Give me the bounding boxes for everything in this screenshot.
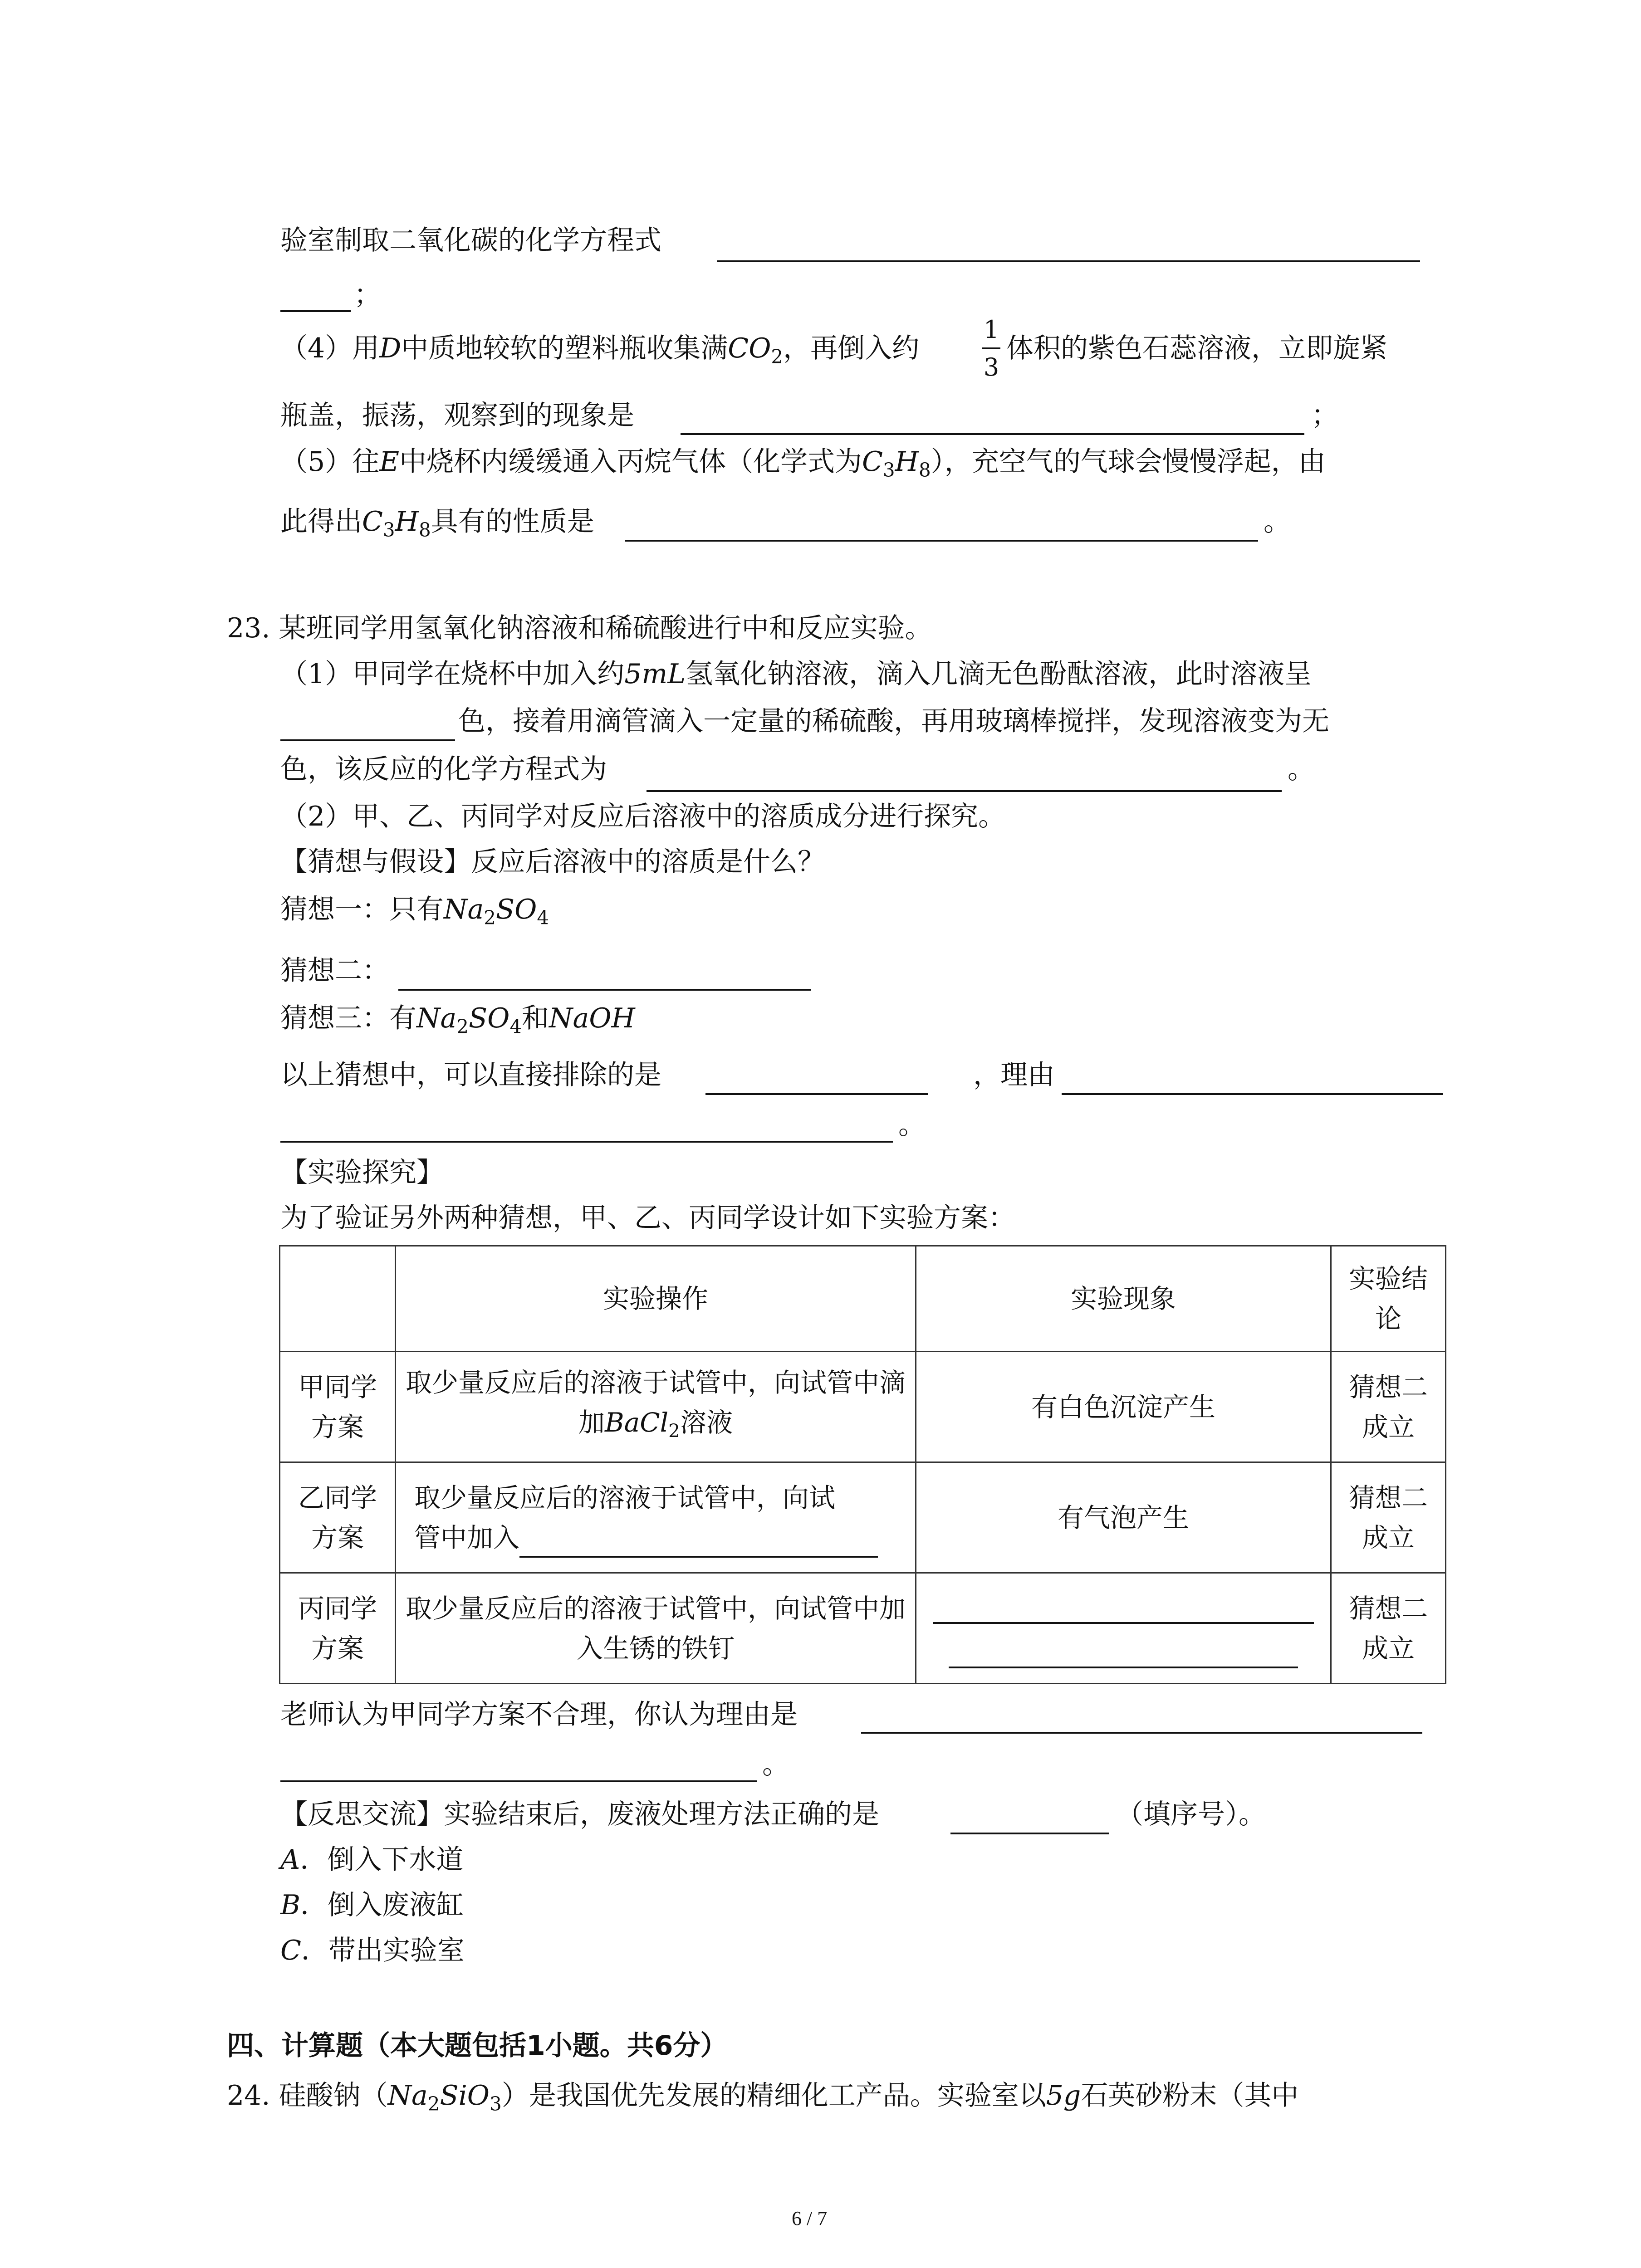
answer-blank-teacher-reason-cont[interactable] [280,1780,757,1782]
q23-part-1-line-3-end: 。 [1288,753,1315,785]
q22-line-6: 此得出$C_3H_8$具有的性质是 [280,506,594,541]
q22-part-4-cont: 体积的紫色石蕊溶液，立即旋紧 [1006,332,1387,364]
q23-title: 23. 某班同学用氢氧化钠溶液和稀硫酸进行中和反应实验。 [227,612,932,644]
answer-blank-option[interactable] [950,1833,1109,1834]
answer-blank-equation-cont[interactable] [280,310,351,312]
q22-part-4: （4）用D中质地较软的塑料瓶收集满$CO_2$，再倒入约 [280,332,920,368]
teacher-end: 。 [762,1749,789,1780]
table-row [280,1573,1446,1684]
row-conclusion: 猜想二成立 [1331,1573,1446,1684]
table-row [280,1352,1446,1462]
q23-part-1: （1）甲同学在烧杯中加入约5mL氢氧化钠溶液，滴入几滴无色酚酞溶液，此时溶液呈 [280,658,1312,690]
table-header-row [280,1246,1446,1352]
option-b: B．倒入废液缸 [280,1889,464,1921]
fraction-one-third: 1 3 [982,315,1000,381]
row-operation: 取少量反应后的溶液于试管中，向试管中加入生锈的铁钉 [396,1573,916,1684]
answer-blank-color[interactable] [280,739,455,741]
q22-line-4: 瓶盖，振荡，观察到的现象是 [280,400,634,431]
option-c: C．带出实验室 [280,1935,465,1966]
answer-blank-rust-phenomenon-cont[interactable] [949,1667,1298,1668]
row-operation: 取少量反应后的溶液于试管中，向试 管中加入 [396,1462,916,1573]
answer-blank-guess-two[interactable] [398,989,811,991]
q23-part-2: （2）甲、乙、丙同学对反应后溶液中的溶质成分进行探究。 [280,801,1006,832]
reflection-end: （填序号）。 [1116,1799,1266,1830]
answer-blank-phenomenon[interactable] [681,433,1304,435]
row-conclusion: 猜想二成立 [1331,1462,1446,1573]
q22-line-1: 验室制取二氧化碳的化学方程式 [280,225,661,256]
answer-blank-teacher-reason[interactable] [861,1732,1422,1734]
header-blank-cell [280,1246,396,1352]
header-conclusion: 实验结论 [1331,1246,1446,1352]
row-operation: 取少量反应后的溶液于试管中，向试管中滴加BaCl$_2$溶液 [396,1352,916,1462]
exclude-end: 。 [898,1109,926,1141]
answer-blank-rust-phenomenon[interactable] [933,1622,1314,1624]
section-4-heading: 四、计算题（本大题包括1小题。共6分） [227,2030,728,2062]
experiment-heading: 【实验探究】 [280,1157,444,1188]
answer-blank-reason-cont[interactable] [280,1141,893,1143]
exclude-reason-label: ，理由 [973,1059,1055,1091]
reflection-line: 【反思交流】实验结束后，废液处理方法正确的是 [280,1799,879,1830]
page-number: 6 / 7 [792,2207,828,2229]
guess-three: 猜想三：有$Na_2SO_4$和NaOH [280,1002,635,1038]
row-phenomenon: 有气泡产生 [916,1462,1331,1573]
exclude-line: 以上猜想中，可以直接排除的是 [280,1059,661,1091]
guess-one: 猜想一：只有$Na_2SO_4$ [280,894,549,929]
experiment-table [279,1245,1446,1684]
guess-two: 猜想二： [280,955,389,987]
hypothesis-heading: 【猜想与假设】反应后溶液中的溶质是什么？ [280,846,825,878]
q22-line-4-end: ； [1311,400,1338,431]
row-phenomenon [916,1573,1331,1684]
header-operation: 实验操作 [396,1246,916,1352]
answer-blank-equation[interactable] [717,260,1420,262]
q24-line: 24. 硅酸钠$(Na_2SiO_3)$是我国优先发展的精细化工产品。实验室以5g石英砂粉末（其中 [227,2080,1299,2115]
option-a: A．倒入下水道 [280,1844,464,1876]
answer-blank-reaction-equation[interactable] [647,790,1282,792]
answer-blank-reagent[interactable] [519,1556,878,1558]
header-phenomenon: 实验现象 [916,1246,1331,1352]
answer-blank-reason[interactable] [1062,1093,1443,1095]
row-plan-name: 丙同学方案 [280,1573,396,1684]
row-plan-name: 乙同学方案 [280,1462,396,1573]
teacher-comment: 老师认为甲同学方案不合理，你认为理由是 [280,1699,798,1730]
table-row [280,1462,1446,1573]
row-plan-name: 甲同学方案 [280,1352,396,1462]
row-conclusion: 猜想二成立 [1331,1352,1446,1462]
experiment-intro: 为了验证另外两种猜想，甲、乙、丙同学设计如下实验方案： [280,1202,1015,1234]
answer-blank-excluded-guess[interactable] [705,1093,928,1095]
q22-part-5: （5）往E中烧杯内缓缓通入丙烷气体（化学式为$C_3H_8$），充空气的气球会慢慢浮起，由 [280,446,1326,481]
answer-blank-property[interactable] [625,540,1258,542]
row-phenomenon: 有白色沉淀产生 [916,1352,1331,1462]
q22-line-2-end: ； [354,279,381,311]
q23-part-1-line-2: 色，接着用滴管滴入一定量的稀硫酸，再用玻璃棒搅拌，发现溶液变为无 [458,705,1329,737]
q22-line-6-end: 。 [1264,506,1291,538]
q23-part-1-line-3: 色，该反应的化学方程式为 [280,753,607,785]
